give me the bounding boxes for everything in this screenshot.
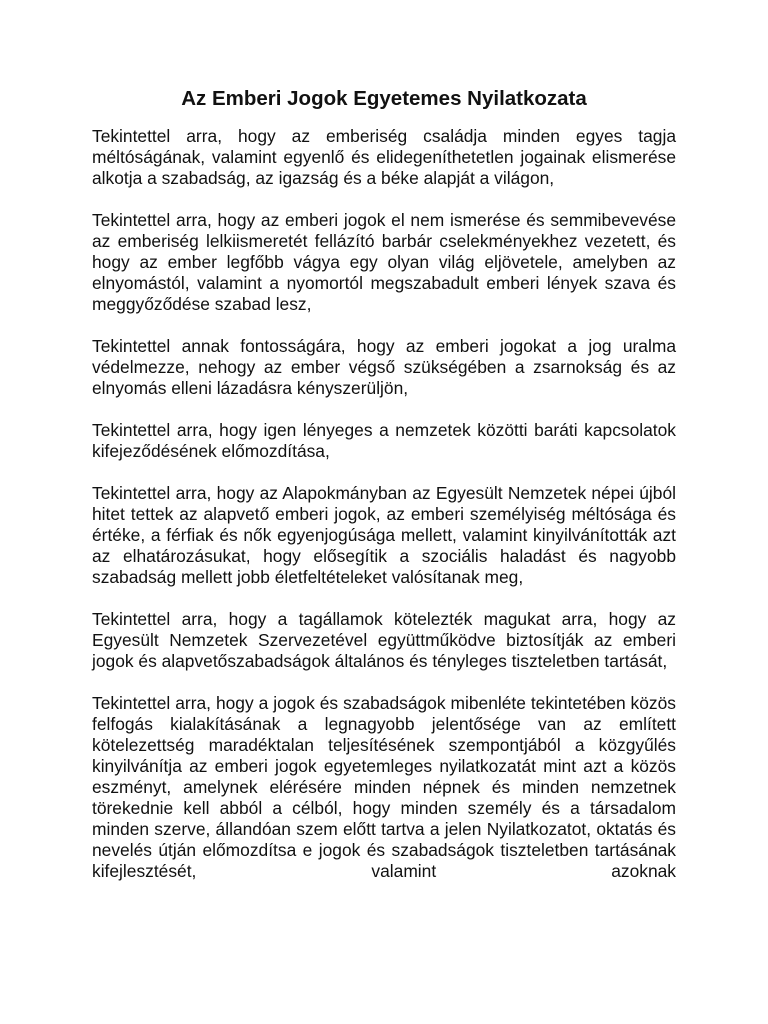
paragraph-7: Tekintettel arra, hogy a jogok és szabadságok mibenléte tekintetében közös felfogás kialakításának a legnagyobb jelentősége van az említett kötelezettség maradéktalan teljesítésének szempontjából a közgyűlés kinyilvánítja az emberi jogok egyetemleges nyilatkozatát mint azt a közös eszményt, amelynek elérésére minden népnek és minden nemzetnek törekednie kell abból a célból, hogy minden személy és a társadalom minden szerve, állandóan szem előtt tartva a jelen Nyilatkozatot, oktatás és nevelés útján előmozdítsa e jogok és szabadságok tiszteletben tartásának kifejlesztését, valamint azoknak <box>92 693 676 881</box>
paragraph-3: Tekintettel annak fontosságára, hogy az emberi jogokat a jog uralma védelmezze, nehogy az ember végső szükségében a zsarnokság és az elnyomás elleni lázadásra kényszerüljön, <box>92 336 676 398</box>
paragraph-4: Tekintettel arra, hogy igen lényeges a nemzetek közötti baráti kapcsolatok kifejeződésének előmozdítása, <box>92 420 676 461</box>
paragraph-2: Tekintettel arra, hogy az emberi jogok el nem ismerése és semmibevevése az emberiség lelkiismeretét fellázító barbár cselekményekhez vezetett, és hogy az ember legfőbb vágya egy olyan világ eljövetele, amelyben az elnyomástól, valamint a nyomortól megszabadult emberi lények szava és meggyőződése szabad lesz, <box>92 210 676 314</box>
paragraph-1: Tekintettel arra, hogy az emberiség családja minden egyes tagja méltóságának, valamint egyenlő és elidegeníthetetlen jogainak elismerése alkotja a szabadság, az igazság és a béke alapját a világon, <box>92 126 676 188</box>
paragraph-6: Tekintettel arra, hogy a tagállamok kötelezték magukat arra, hogy az Egyesült Nemzetek Szervezetével együttműködve biztosítják az emberi jogok és alapvetőszabadságok általános és tényleges tiszteletben tartását, <box>92 609 676 671</box>
paragraph-5: Tekintettel arra, hogy az Alapokmányban az Egyesült Nemzetek népei újból hitet tettek az alapvető emberi jogok, az emberi személyiség méltósága és értéke, a férfiak és nők egyenjogúsága mellett, valamint kinyilvánították azt az elhatározásukat, hogy elősegítik a szociális haladást és nagyobb szabadság mellett jobb életfeltételeket valósítanak meg, <box>92 483 676 587</box>
document-body <box>92 126 676 903</box>
document-title: Az Emberi Jogok Egyetemes Nyilatkozata <box>181 87 587 110</box>
